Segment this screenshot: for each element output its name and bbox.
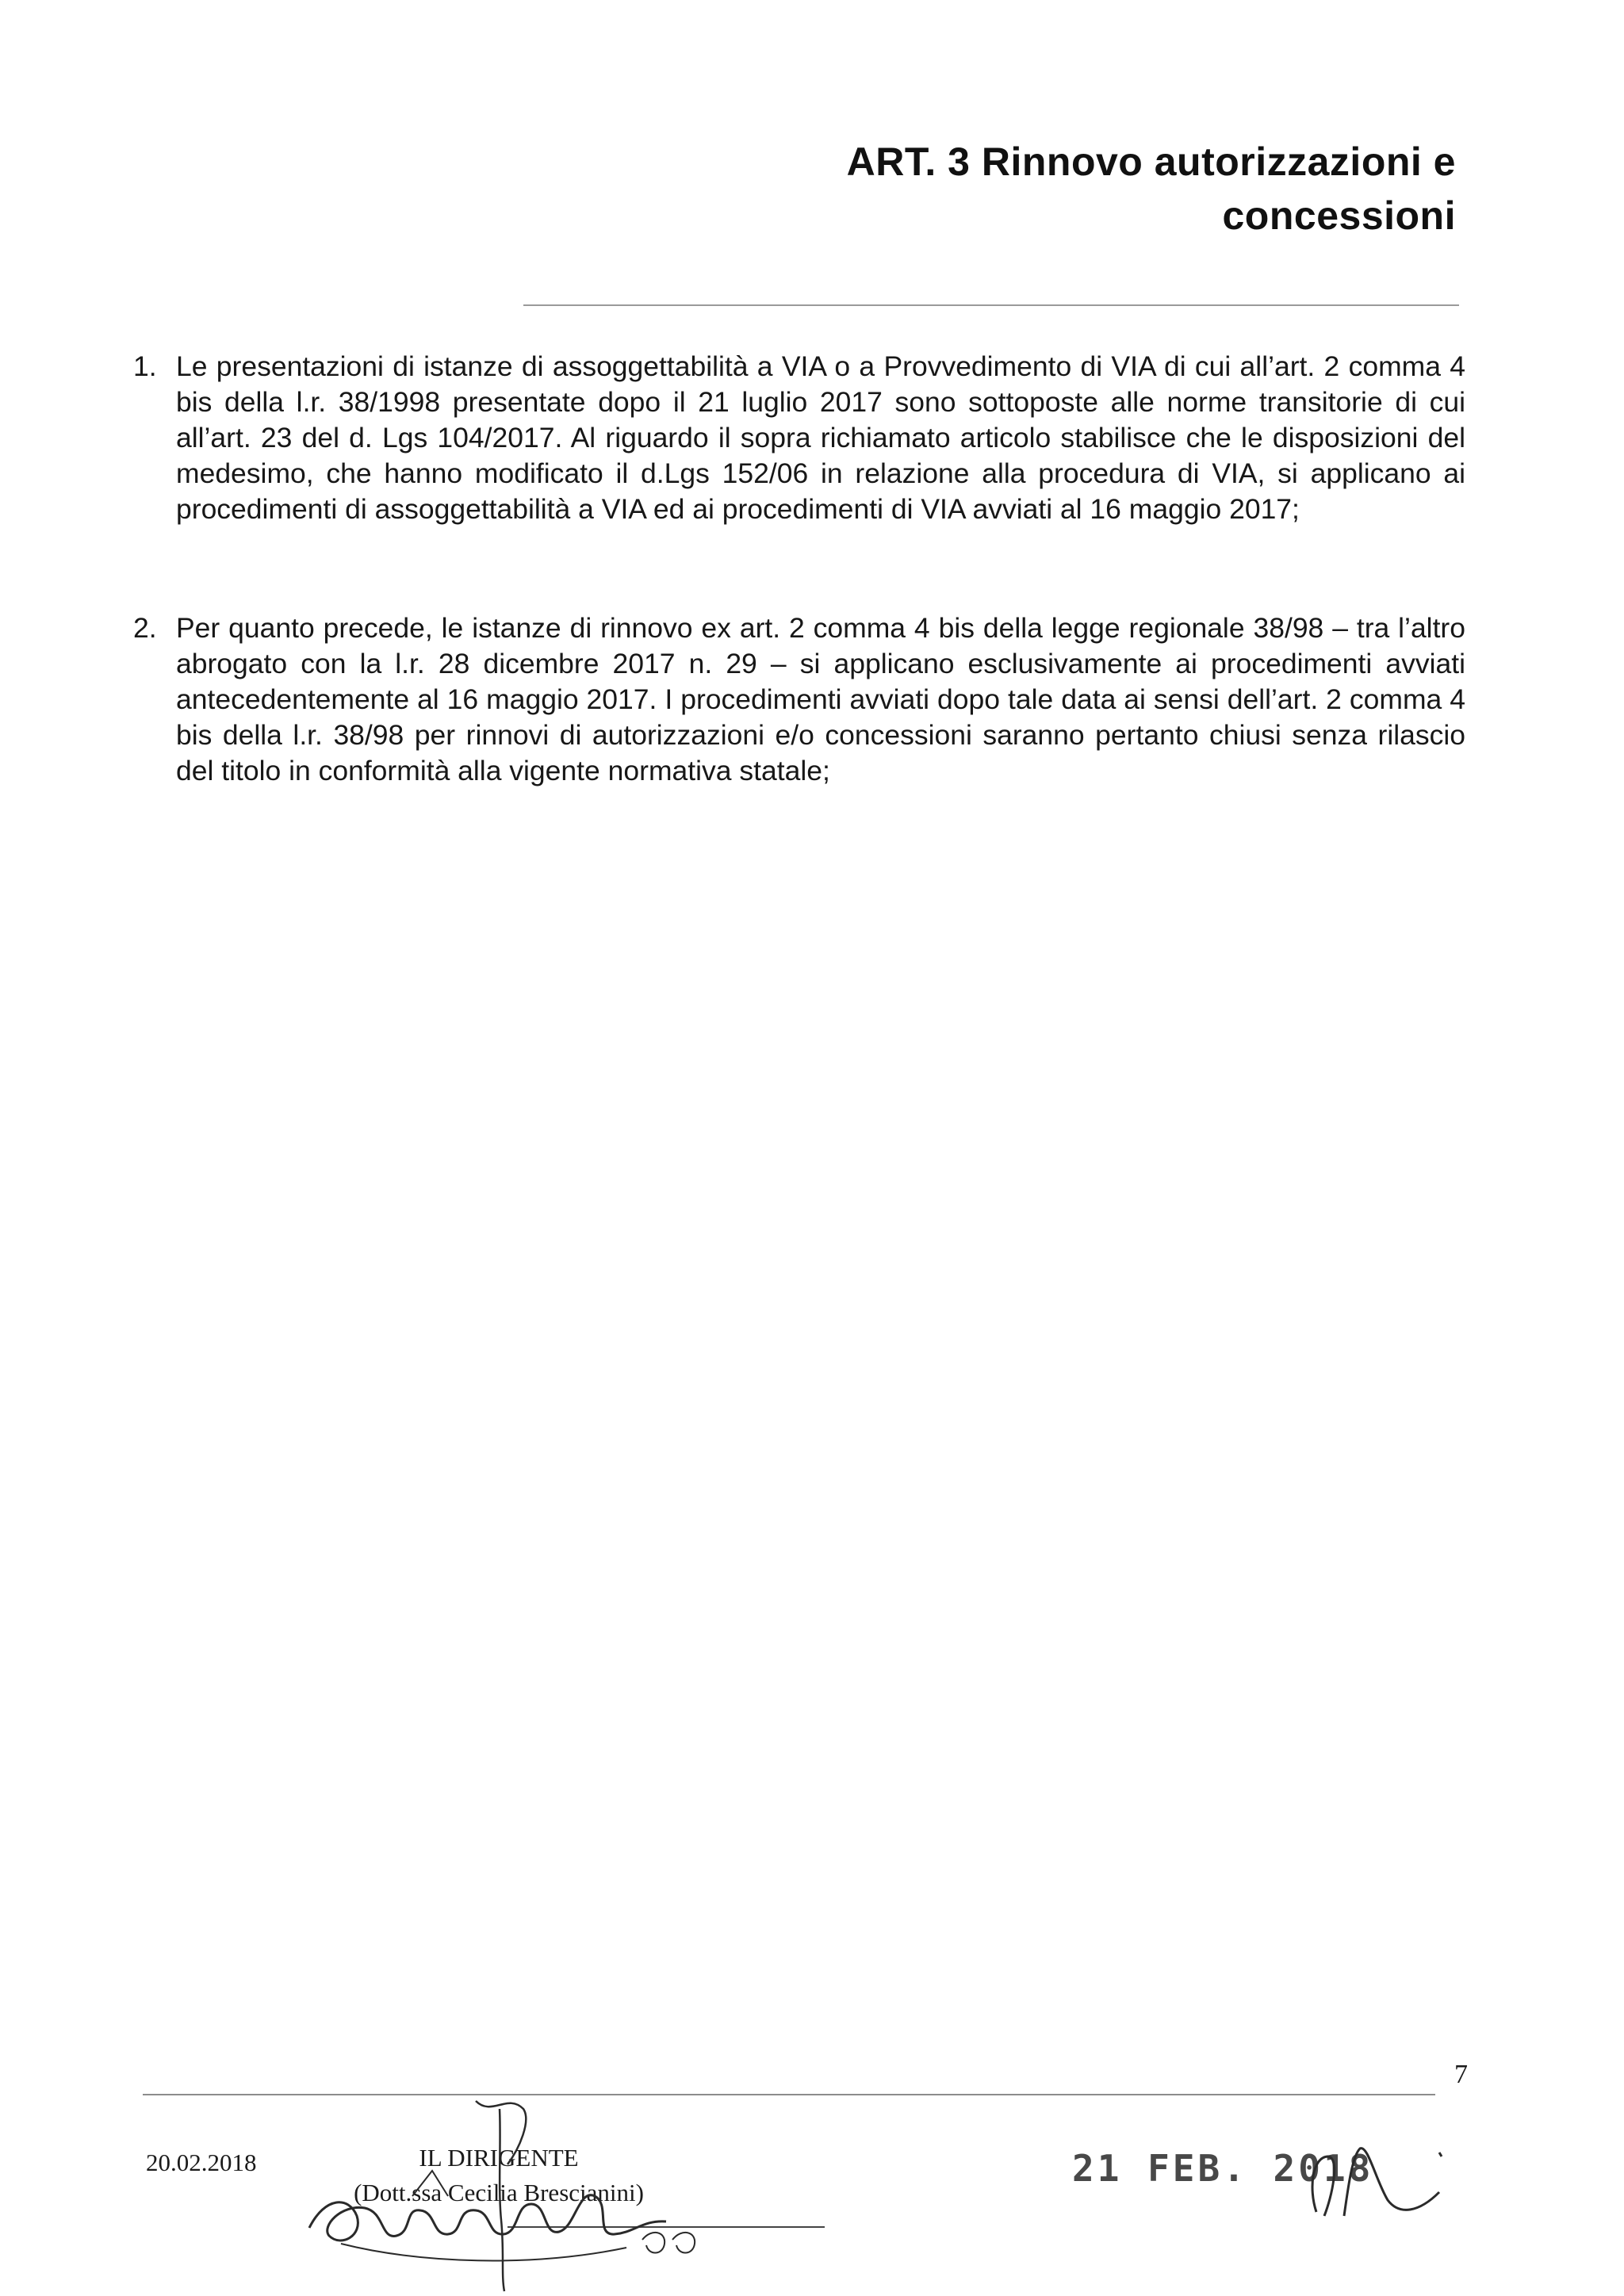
page-number: 7 <box>1454 2060 1468 2089</box>
clause-2-text: Per quanto precede, le istanze di rinnovo ex art. 2 comma 4 bis della legge regionale 38/98 – tra l’altro abrogato con la l.r. 28 dicembre 2017 n. 29 – si applicano esclusivamente ai procedimenti avviati antecedentemente al 16 maggio 2017. I procedimenti avviati dopo tale data ai sensi dell’art. 2 comma 4 bis della l.r. 38/98 per rinnovi di autorizzazioni e/o concessioni saranno pertanto chiusi senza rilascio del titolo in conformità alla vigente normativa statale; <box>176 612 1465 786</box>
clause-1-number: 1. <box>133 350 157 382</box>
clause-1 <box>133 349 1465 527</box>
article-title-line-2: concessioni <box>1222 193 1456 238</box>
document-date: 20.02.2018 <box>146 2149 257 2176</box>
received-date-stamp: 21 FEB. 2018 <box>1072 2147 1374 2190</box>
article-title-line-1: ART. 3 Rinnovo autorizzazioni e <box>846 140 1456 184</box>
clause-1-text: Le presentazioni di istanze di assoggettabilità a VIA o a Provvedimento di VIA di cui all’art. 2 comma 4 bis della l.r. 38/1998 presentate dopo il 21 luglio 2017 sono sottoposte alle norme transitorie di cui all’art. 23 del d. Lgs 104/2017. Al riguardo il sopra richiamato articolo stabilisce che le disposizioni del medesimo, che hanno modificato il d.Lgs 152/06 in relazione alla procedura di VIA, si applicano ai procedimenti di assoggettabilità a VIA ed ai procedimenti di VIA avviati al 16 maggio 2017; <box>176 350 1465 525</box>
title-divider <box>523 304 1459 306</box>
signer-role: IL DIRIGENTE <box>419 2144 579 2172</box>
signer-name: (Dott.ssa Cecilia Brescianini) <box>354 2179 644 2206</box>
article-title <box>584 135 1456 243</box>
clause-2-number: 2. <box>133 612 157 644</box>
handwritten-initials <box>1300 2125 1459 2228</box>
handwritten-signature <box>293 2077 737 2296</box>
clause-2 <box>133 610 1465 789</box>
